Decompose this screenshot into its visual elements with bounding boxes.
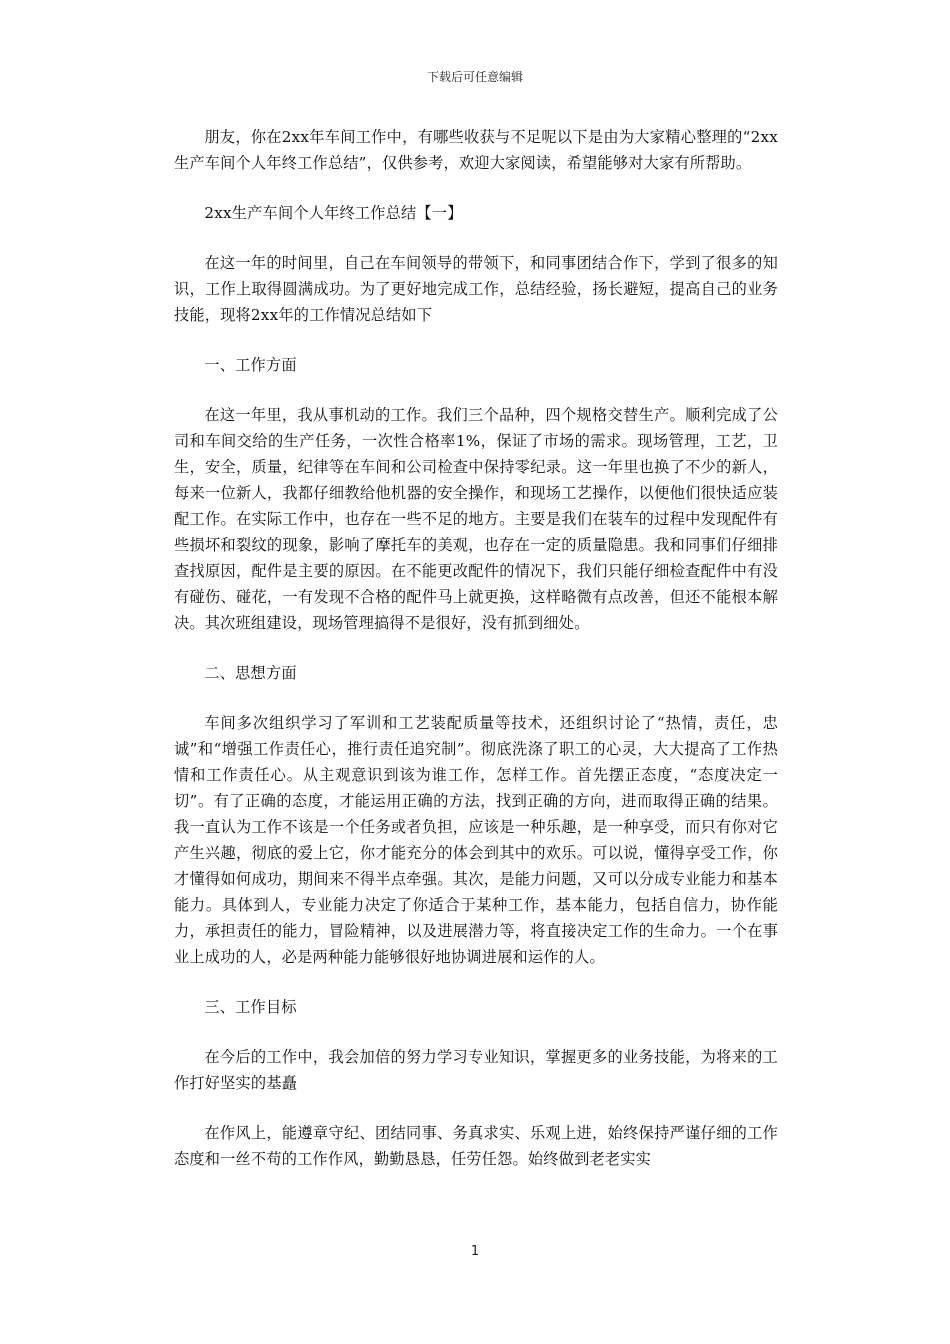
body-paragraph: 在这一年的时间里，自己在车间领导的带领下，和同事团结合作下，学到了很多的知识，工作上取得圆满成功。为了更好地完成工作，总结经验，扬长避短，提高自己的业务技能，现将2xx年的工作情况总结如下	[174, 254, 778, 324]
body-paragraph: 车间多次组织学习了军训和工艺装配质量等技术，还组织讨论了“热情，责任，忠诚”和“增强工作责任心，推行责任追究制”。彻底洗涤了职工的心灵，大大提高了工作热情和工作责任心。从主观意识到该为谁工作，怎样工作。首先摆正态度，“态度决定一切”。有了正确的态度，才能运用正确的方法，找到正确的方向，进而取得正确的结果。我一直认为工作不该是一个任务或者负担，应该是一种乐趣，是一种享受，而只有你对它产生兴趣，彻底的爱上它，你才能充分的体会到其中的欢乐。可以说，懂得享受工作，你才懂得如何成功，期间来不得半点牵强。其次，是能力问题，又可以分成专业能力和基本能力。具体到人，专业能力决定了你适合于某种工作，基本能力，包括自信力，协作能力，承担责任的能力，冒险精神，以及进展潜力等，将直接决定工作的生命力。一个在事业上成功的人，必是两种能力能够很好地协调进展和运作的人。	[174, 714, 778, 966]
intro-paragraph: 朋友，你在2xx年车间工作中，有哪些收获与不足呢以下是由为大家精心整理的“2xx生产车间个人年终工作总结”，仅供参考，欢迎大家阅读，希望能够对大家有所帮助。	[174, 128, 778, 172]
section-heading-goals: 三、工作目标	[204, 998, 297, 1016]
page-header-note: 下载后可任意编辑	[426, 70, 523, 84]
body-paragraph: 在作风上，能遵章守纪、团结同事、务真求实、乐观上进，始终保持严谨仔细的工作态度和一丝不苟的工作作风，勤勤恳恳，任劳任怨。始终做到老老实实	[174, 1124, 778, 1168]
section-heading-work: 一、工作方面	[204, 356, 297, 374]
document-body	[174, 124, 778, 1196]
section-heading-thought: 二、思想方面	[204, 664, 297, 682]
body-paragraph: 在今后的工作中，我会加倍的努力学习专业知识，掌握更多的业务技能，为将来的工作打好坚实的基矗	[174, 1048, 778, 1092]
body-paragraph: 在这一年里，我从事机动的工作。我们三个品种，四个规格交替生产。顺利完成了公司和车间交给的生产任务，一次性合格率1%，保证了市场的需求。现场管理，工艺，卫生，安全，质量，纪律等在车间和公司检查中保持零纪录。这一年里也换了不少的新人，每来一位新人，我都仔细教给他机器的安全操作，和现场工艺操作，以便他们很快适应装配工作。在实际工作中，也存在一些不足的地方。主要是我们在装车的过程中发现配件有些损坏和裂纹的现象，影响了摩托车的美观，也存在一定的质量隐患。我和同事们仔细排查找原因，配件是主要的原因。在不能更改配件的情况下，我们只能仔细检查配件中有没有碰伤、碰花，一有发现不合格的配件马上就更换，这样略微有点改善，但还不能根本解决。其次班组建设，现场管理搞得不是很好，没有抓到细处。	[174, 406, 778, 632]
page-number: 1	[470, 1244, 480, 1259]
section-title: 2xx生产车间个人年终工作总结【一】	[204, 204, 463, 222]
